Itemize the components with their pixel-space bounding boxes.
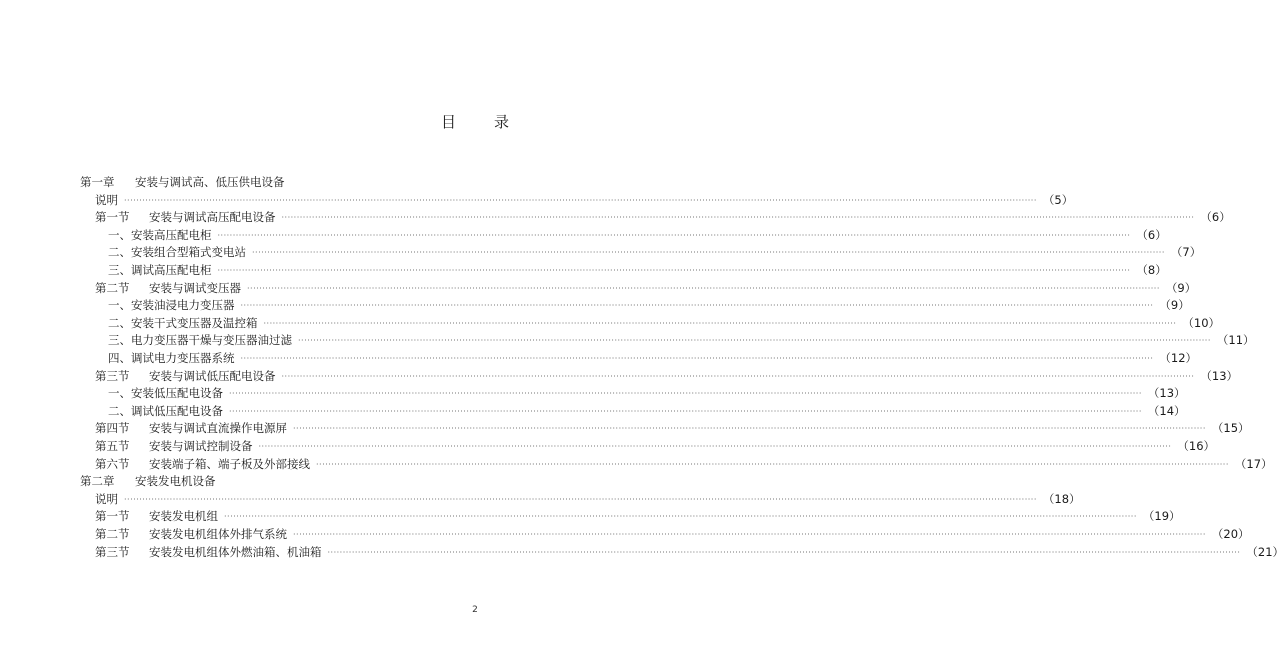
toc-entry-page: （9） bbox=[1165, 280, 1197, 295]
toc-entry-title: 安装发电机设备 bbox=[135, 474, 216, 489]
toc-entry[interactable] bbox=[108, 385, 1186, 403]
toc-entry-title: 安装发电机组体外燃油箱、机油箱 bbox=[149, 544, 322, 559]
toc-entry[interactable] bbox=[95, 456, 1273, 474]
toc-entry-page: （14） bbox=[1147, 403, 1186, 418]
toc-entry-page: （15） bbox=[1211, 421, 1250, 436]
toc-entry-page: （16） bbox=[1177, 439, 1216, 453]
toc-entry[interactable] bbox=[108, 262, 1167, 280]
toc-entry-number: 第二节 bbox=[95, 280, 130, 295]
toc-entry-page: （13） bbox=[1200, 368, 1239, 383]
toc-entry-title: 安装发电机组 bbox=[149, 509, 218, 524]
title-part-2: 录 bbox=[494, 113, 510, 131]
toc-leader-dots: ············································································································································································································································································································ bbox=[124, 195, 1037, 205]
toc-entry-page: （18） bbox=[1042, 491, 1081, 506]
toc-entry-number: 第二节 bbox=[95, 527, 130, 541]
toc-entry-page: （12） bbox=[1159, 351, 1198, 365]
toc-entry[interactable] bbox=[80, 174, 845, 192]
toc-entry[interactable] bbox=[95, 526, 1250, 544]
toc-entry[interactable] bbox=[108, 244, 1202, 262]
toc-entry-page: （6） bbox=[1200, 210, 1231, 225]
toc-entry-title: 安装与调试变压器 bbox=[149, 280, 241, 295]
toc-entry-page: （13） bbox=[1147, 386, 1186, 401]
toc-leader-dots: ············································································································································································································································································································ bbox=[281, 213, 1195, 223]
toc-entry[interactable] bbox=[95, 209, 1231, 227]
toc-entry-page: （8） bbox=[1136, 263, 1167, 277]
toc-entry-page: （9） bbox=[1159, 298, 1190, 313]
toc-entry-title: 二、安装组合型箱式变电站 bbox=[108, 245, 246, 260]
toc-leader-dots: ············································································································································································································································································································ bbox=[217, 266, 1131, 275]
toc-entry-title: 安装与调试高压配电设备 bbox=[149, 210, 276, 225]
toc-leader-dots: ············································································································································································································································································································ bbox=[258, 442, 1172, 451]
toc-entry-page: （5） bbox=[1042, 192, 1074, 207]
toc-leader-dots: ············································································································································································································································································································ bbox=[327, 547, 1241, 557]
toc-entry-page: （17） bbox=[1234, 456, 1273, 471]
toc-entry-number: 第一节 bbox=[95, 509, 130, 524]
toc-leader-dots: ············································································································································································································································································································ bbox=[229, 406, 1142, 416]
toc-entry-number: 第三节 bbox=[95, 544, 130, 559]
toc-entry-number: 第五节 bbox=[95, 439, 130, 453]
toc-entry-number: 第一节 bbox=[95, 210, 130, 225]
toc-entry-title: 一、安装低压配电设备 bbox=[108, 386, 223, 401]
toc-entry-title: 安装与调试高、低压供电设备 bbox=[135, 175, 285, 189]
toc-entry[interactable] bbox=[95, 544, 1284, 562]
toc-entry-number: 第六节 bbox=[95, 456, 130, 471]
toc-entry[interactable] bbox=[108, 403, 1186, 421]
toc-leader-dots: ············································································································································································································································································································ bbox=[240, 301, 1154, 311]
toc-entry-number: 第三节 bbox=[95, 368, 130, 383]
toc-entry-title: 一、安装油浸电力变压器 bbox=[108, 298, 235, 313]
toc-entry-number: 第四节 bbox=[95, 421, 130, 436]
toc-entry[interactable] bbox=[108, 315, 1221, 333]
page-title bbox=[0, 111, 950, 132]
toc-entry[interactable] bbox=[95, 192, 1074, 210]
toc-entry-page: （21） bbox=[1246, 544, 1284, 559]
toc-leader-dots: ············································································································································································································································································································ bbox=[247, 283, 1160, 293]
toc-leader-dots: ············································································································································································································································································································ bbox=[224, 512, 1137, 522]
toc-entry[interactable] bbox=[95, 508, 1181, 526]
toc-entry[interactable] bbox=[108, 350, 1198, 368]
page-number: 2 bbox=[472, 605, 478, 615]
toc-leader-dots: ············································································································································································································································································································ bbox=[281, 371, 1195, 381]
toc-leader-dots: ············································································································································································································································································································ bbox=[124, 494, 1037, 504]
toc-entry-title: 三、电力变压器干燥与变压器油过滤 bbox=[108, 333, 292, 348]
toc-leader-dots: ············································································································································································································································································································ bbox=[252, 248, 1165, 258]
toc-entry[interactable] bbox=[95, 438, 1216, 456]
toc-leader-dots: ············································································································································································································································································································ bbox=[229, 389, 1142, 399]
toc-entry-title: 二、安装干式变压器及温控箱 bbox=[108, 315, 258, 330]
toc-entry-page: （19） bbox=[1142, 509, 1181, 524]
toc-entry[interactable] bbox=[95, 491, 1081, 509]
toc-entry-page: （6） bbox=[1136, 227, 1167, 242]
toc-entry[interactable] bbox=[80, 473, 845, 491]
toc-entry-title: 安装发电机组体外排气系统 bbox=[149, 527, 287, 541]
toc-leader-dots: ············································································································································································································································································································ bbox=[217, 230, 1131, 240]
toc-entry-title: 一、安装高压配电柜 bbox=[108, 227, 212, 242]
toc-entry[interactable] bbox=[95, 420, 1250, 438]
toc-entry-title: 二、调试低压配电设备 bbox=[108, 403, 223, 418]
toc-entry[interactable] bbox=[108, 332, 1255, 350]
toc-entry[interactable] bbox=[95, 280, 1197, 298]
toc-leader-dots: ············································································································································································································································································································ bbox=[316, 459, 1229, 469]
toc-entry-title: 说明 bbox=[95, 192, 118, 207]
toc-entry-title: 三、调试高压配电柜 bbox=[108, 263, 212, 277]
toc-leader-dots: ············································································································································································································································································································ bbox=[293, 424, 1206, 434]
toc-entry-number: 第二章 bbox=[80, 474, 115, 489]
toc-entry[interactable] bbox=[108, 227, 1167, 245]
toc-leader-dots: ············································································································································································································································································································ bbox=[293, 530, 1206, 539]
toc-entry[interactable] bbox=[95, 368, 1239, 386]
toc-entry[interactable] bbox=[108, 297, 1190, 315]
toc-entry-page: （20） bbox=[1211, 527, 1250, 541]
toc-entry-title: 安装端子箱、端子板及外部接线 bbox=[149, 456, 310, 471]
toc-entry-title: 安装与调试直流操作电源屏 bbox=[149, 421, 287, 436]
toc-entry-title: 四、调试电力变压器系统 bbox=[108, 351, 235, 365]
toc-entry-title: 说明 bbox=[95, 491, 118, 506]
toc-leader-dots: ············································································································································································································································································································ bbox=[298, 336, 1211, 346]
toc-entry-page: （10） bbox=[1182, 315, 1221, 330]
toc-leader-dots: ············································································································································································································································································································ bbox=[263, 318, 1177, 328]
toc-entry-page: （11） bbox=[1216, 333, 1255, 348]
toc-leader-dots: ············································································································································································································································································································ bbox=[240, 354, 1154, 363]
title-part-1: 目 bbox=[440, 113, 456, 131]
toc-entry-number: 第一章 bbox=[80, 175, 115, 189]
toc-entry-title: 安装与调试低压配电设备 bbox=[149, 368, 276, 383]
toc-entry-title: 安装与调试控制设备 bbox=[149, 439, 253, 453]
toc-entry-page: （7） bbox=[1170, 245, 1202, 260]
